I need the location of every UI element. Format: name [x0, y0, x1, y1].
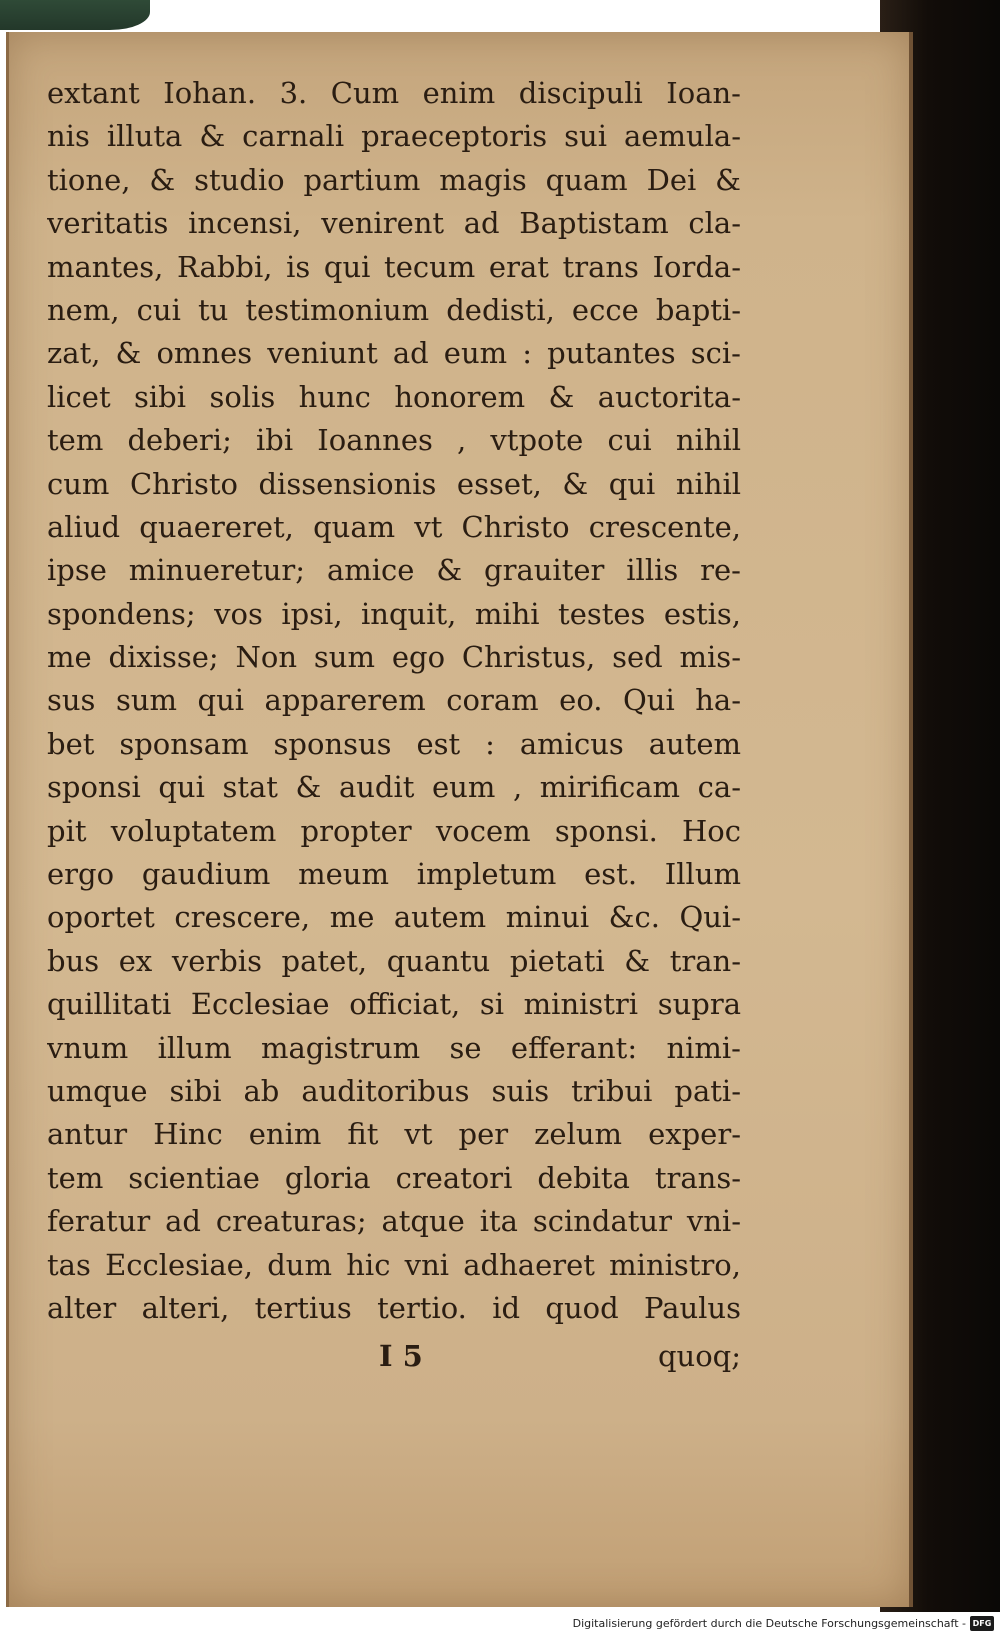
text-line: pit voluptatem propter vocem sponsi. Hoc — [47, 813, 741, 848]
digitization-credit-bar — [0, 1612, 1000, 1637]
dfg-logo: DFG — [970, 1616, 994, 1631]
signature-mark: I 5 — [379, 1339, 423, 1373]
text-line: ipse minueretur; amice & grauiter illis re- — [47, 553, 741, 588]
text-line: me dixisse; Non sum ego Christus, sed mis- — [47, 640, 741, 675]
text-line: tem deberi; ibi Ioannes , vtpote cui nihil — [47, 423, 741, 458]
catchword: quoq; — [657, 1339, 741, 1373]
text-line: zat, & omnes veniunt ad eum : putantes sci- — [47, 336, 741, 371]
text-line: vnum illum magistrum se efferant: nimi- — [47, 1030, 741, 1065]
text-line: cum Christo dissensionis esset, & qui nihil — [47, 466, 741, 501]
text-line: alter alteri, tertius tertio. id quod Paulus — [47, 1290, 741, 1325]
text-line: mantes, Rabbi, is qui tecum erat trans Iorda- — [47, 249, 741, 284]
text-line: spondens; vos ipsi, inquit, mihi testes estis, — [47, 596, 741, 631]
text-line: oportet crescere, me autem minui &c. Qui- — [47, 900, 741, 935]
text-line: licet sibi solis hunc honorem & auctorita- — [47, 379, 741, 414]
text-line: umque sibi ab auditoribus suis tribui pati- — [47, 1073, 741, 1108]
text-line: sponsi qui stat & audit eum , mirificam ca- — [47, 770, 741, 805]
text-line: antur Hinc enim fit vt per zelum exper- — [47, 1117, 741, 1152]
text-line: ergo gaudium meum impletum est. Illum — [47, 857, 741, 892]
text-line: aliud quaereret, quam vt Christo crescente, — [47, 509, 741, 544]
text-line: veritatis incensi, venirent ad Baptistam cla- — [47, 206, 741, 241]
page-footer — [47, 1335, 741, 1378]
text-line: bet sponsam sponsus est : amicus autem — [47, 726, 741, 761]
text-line: tione, & studio partium magis quam Dei & — [47, 162, 741, 197]
credit-text: Digitalisierung gefördert durch die Deutsche Forschungsgemeinschaft - — [572, 1617, 966, 1630]
text-line: nem, cui tu testimonium dedisti, ecce bapti- — [47, 292, 741, 327]
text-line: tas Ecclesiae, dum hic vni adhaeret ministro, — [47, 1247, 741, 1282]
binding-cloth-corner — [0, 0, 150, 30]
text-line: extant Iohan. 3. Cum enim discipuli Ioan- — [47, 76, 741, 110]
text-line: bus ex verbis patet, quantu pietati & tran- — [47, 943, 741, 978]
text-line: feratur ad creaturas; atque ita scindatur vni- — [47, 1204, 741, 1239]
text-line: sus sum qui apparerem coram eo. Qui ha- — [47, 683, 741, 718]
text-line: tem scientiae gloria creatori debita trans- — [47, 1160, 741, 1195]
page-text-block — [47, 72, 741, 1330]
book-page — [6, 32, 913, 1607]
text-line: nis illuta & carnali praeceptoris sui aemula- — [47, 119, 741, 154]
text-line: quillitati Ecclesiae officiat, si ministri supra — [47, 987, 741, 1022]
